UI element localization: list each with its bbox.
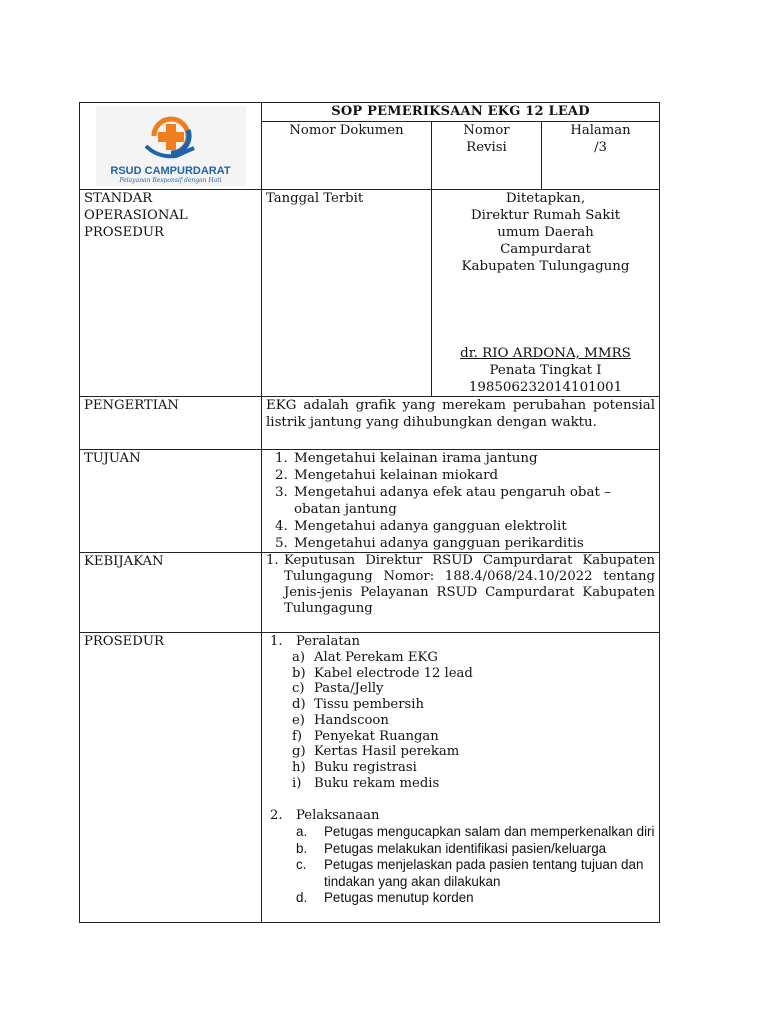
prosedur-label: PROSEDUR	[80, 633, 262, 923]
pelaksanaan-heading	[266, 807, 655, 824]
kebijakan-text-main: Keputusan Direktur RSUD Campurdarat Kabupaten Tulungagung Nomor: 188.4/068/24.10/2022 tentang Jenis-jenis Pelayanan RSUD Campurdarat Kabupaten	[284, 553, 655, 600]
nomor-revisi-label	[432, 122, 542, 190]
tujuan-label: TUJUAN	[80, 450, 262, 553]
sop-label-text: STANDAR OPERASIONAL PROSEDUR	[84, 191, 188, 240]
list-item	[292, 681, 655, 697]
document-title: SOP PEMERIKSAAN EKG 12 LEAD	[262, 103, 660, 122]
halaman-label: Halaman	[570, 123, 631, 138]
pelaksanaan-marker: 2.	[270, 808, 283, 824]
item-text: Kertas Hasil perekam	[314, 744, 460, 760]
peralatan-marker: 1.	[270, 634, 283, 649]
sop-label	[80, 190, 262, 397]
ditetapkan-line-2: Direktur Rumah Sakit	[470, 208, 621, 223]
item-text: Petugas menjelaskan pada pasien tentang tujuan dan tindakan yang akan dilakukan	[324, 857, 644, 889]
halaman-cell	[542, 122, 660, 190]
item-text: Petugas melakukan identifikasi pasien/keluarga	[324, 840, 607, 856]
director-rank: Penata Tingkat I	[489, 363, 602, 378]
item-marker: h)	[292, 759, 306, 775]
tujuan-list	[266, 450, 655, 552]
item-text: Kabel electrode 12 lead	[314, 665, 473, 681]
list-item	[292, 744, 655, 760]
list-item: 5. Mengetahui adanya gangguan perikarditis	[292, 535, 655, 552]
nomor-dokumen-label: Nomor Dokumen	[262, 122, 432, 190]
logo-tagline: Pelayanan Responsif dengan Hati	[119, 177, 222, 184]
list-item: 4. Mengetahui adanya gangguan elektrolit	[292, 518, 655, 535]
list-item	[292, 729, 655, 745]
item-marker: b.	[296, 840, 308, 856]
tujuan-cell	[262, 450, 660, 553]
list-item: 1. Mengetahui kelainan irama jantung	[292, 450, 655, 467]
item-text: Buku rekam medis	[314, 775, 440, 791]
kebijakan-label: KEBIJAKAN	[80, 553, 262, 633]
kebijakan-marker: 1.	[266, 553, 279, 568]
list-item	[292, 650, 655, 666]
item-marker: c)	[292, 681, 305, 697]
list-item	[292, 697, 655, 713]
director-name: dr. RIO ARDONA, MMRS	[460, 346, 631, 361]
list-item	[292, 841, 655, 858]
list-item	[292, 760, 655, 776]
tanggal-terbit-label: Tanggal Terbit	[262, 190, 432, 397]
ditetapkan-cell	[432, 190, 660, 397]
pelaksanaan-list	[266, 824, 655, 907]
nomor-revisi-text: Nomor Revisi	[463, 123, 510, 155]
kebijakan-text-last: Tulungagung	[284, 601, 373, 616]
list-item	[292, 666, 655, 682]
pengertian-text: EKG adalah grafik yang merekam perubahan potensial listrik jantung yang dihubungkan dengan waktu.	[262, 397, 660, 450]
peralatan-heading	[266, 633, 655, 650]
list-item	[292, 890, 655, 907]
item-marker: d.	[296, 890, 308, 906]
item-text: Handscoon	[314, 712, 389, 728]
item-marker: f)	[292, 728, 303, 744]
list-item	[292, 713, 655, 729]
logo-cell	[80, 103, 262, 190]
item-text: Alat Perekam EKG	[314, 650, 438, 665]
kebijakan-cell	[262, 553, 660, 633]
item-marker: i)	[292, 775, 302, 791]
list-item	[292, 776, 655, 792]
ditetapkan-line-4: Campurdarat	[500, 242, 591, 257]
director-nip: 198506232014101001	[468, 380, 623, 395]
item-marker: d)	[292, 697, 306, 713]
kebijakan-text	[284, 553, 655, 617]
kebijakan-item	[266, 553, 655, 617]
hospital-logo	[96, 106, 246, 186]
list-item	[292, 857, 655, 890]
pengertian-label: PENGERTIAN	[80, 397, 262, 450]
item-text: Buku registrasi	[314, 759, 417, 775]
item-text: Petugas mengucapkan salam dan memperkenalkan diri	[324, 824, 655, 840]
item-marker: e)	[292, 712, 305, 728]
peralatan-list	[266, 650, 655, 791]
list-item: 2. Mengetahui kelainan miokard	[292, 467, 655, 484]
hospital-logo-icon	[96, 106, 246, 166]
item-marker: g)	[292, 744, 306, 760]
pelaksanaan-title: Pelaksanaan	[296, 808, 380, 824]
list-item: 3. Mengetahui adanya efek atau pengaruh obat – obatan jantung	[292, 484, 655, 518]
ditetapkan-line-3: umum Daerah	[497, 225, 594, 240]
item-text: Tissu pembersih	[314, 697, 425, 713]
item-text: Petugas menutup korden	[324, 890, 474, 906]
list-item	[292, 824, 655, 841]
item-marker: c.	[296, 857, 307, 873]
item-text: Penyekat Ruangan	[314, 728, 439, 744]
item-marker: a)	[292, 650, 306, 665]
peralatan-title: Peralatan	[296, 634, 360, 649]
item-text: Pasta/Jelly	[314, 681, 384, 697]
sop-table	[79, 102, 660, 923]
prosedur-cell	[262, 633, 660, 923]
halaman-value: /3	[594, 140, 607, 155]
ditetapkan-line-1: Ditetapkan,	[505, 191, 586, 206]
ditetapkan-line-5: Kabupaten Tulungagung	[461, 259, 630, 274]
logo-name: RSUD CAMPURDARAT	[110, 165, 231, 177]
item-marker: b)	[292, 665, 306, 681]
item-marker: a.	[296, 824, 308, 840]
